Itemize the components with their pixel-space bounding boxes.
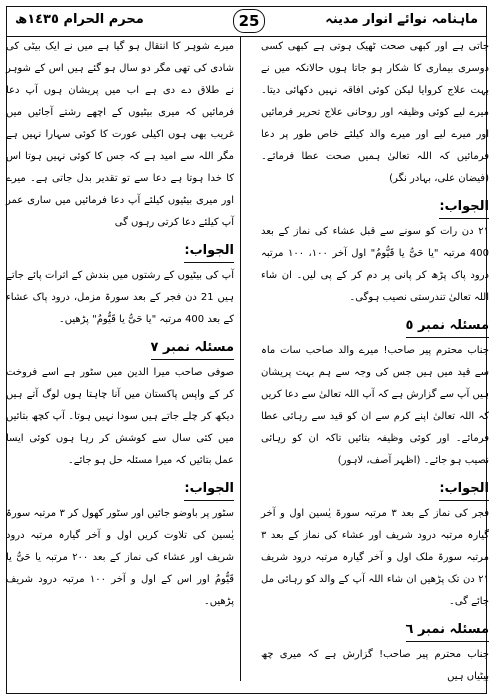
section-heading: مسئلہ نمبر ٦ bbox=[406, 619, 490, 642]
paragraph: جناب محترم پیر صاحب! گزارش ہے کہ میری چھ بیٹیاں ہیں bbox=[261, 649, 489, 682]
section-heading: مسئلہ نمبر ٧ bbox=[151, 337, 235, 360]
paragraph: سٹور پر باوضو جائیں اور سٹور کھول کر ٣ مرتبہ سورۃ یٰسین کی تلاوت کریں اول و آخر گیارہ مرتبہ درود شریف اور عشاء کی نماز کے بعد ٢٠٠ مرتبہ یا حَیُّ یا قَیُّومُ اور اس کے اول و آخر ١٠٠ مرتبہ درود شریف پڑھیں۔ bbox=[6, 508, 235, 607]
column-divider bbox=[240, 36, 241, 681]
section-heading: مسئلہ نمبر ٥ bbox=[406, 315, 490, 338]
paragraph: آپ کی بیٹیوں کے رشتوں میں بندش کے اثرات پائے جاتے ہیں 21 دن فجر کے بعد سورۃ مزمل، درود پاک عشاء کے بعد 400 مرتبہ "یا حَیُّ یا قَیُّومُ" پڑھیں۔ bbox=[6, 270, 235, 325]
paragraph: صوفی صاحب میرا الدین میں سٹور ہے اسے فروخت کر کے واپس پاکستان میں آنا چاہتا ہوں لوگ آتے ہیں دیکھ کر چلے جاتے ہیں سودا نہیں ہوتا۔ آپ کچھ بتائیں میں کئی سال سے کوشش کر رہا ہوں کوئی ایسا عمل بتائیں کہ میرا مسئلہ حل ہو جائے۔ bbox=[6, 367, 234, 466]
paragraph: جناب محترم پیر صاحب! میرے والد صاحب سات ماہ سے قید میں ہیں جس کی وجہ سے ہم بہت پریشان ہیں آپ سے گزارش ہے کہ آپ اللہ تعالیٰ سے دعا کریں کہ اللہ تعالیٰ اپنے کرم سے ان کو قید سے رہائی عطا فرمائے۔ اور کوئی وظیفہ بتائیں تاکہ ان کو رہائی نصیب ہو جائے۔ (اظہر آصف، لاہور) bbox=[261, 345, 489, 466]
paragraph: میرے شوہر کا انتقال ہو گیا ہے میں نے ایک بیٹی کی شادی کی تھی مگر دو سال ہو گئے ہیں اس کے شوہر نے طلاق دے دی ہے اب میں پریشان ہوں آپ دعا فرمائیں کہ میری بیٹیوں کے اچھے رشتے آجائیں میں غریب بھی ہوں اکیلی عورت کا کوئی سہارا نہیں ہے مگر اللہ سے امید ہے کہ جس کا کوئی نہیں ہوتا اس کا خدا ہوتا ہے دعا سے تو تقدیر بدل جاتی ہے۔ میرے اور میری بیٹیوں کیلئے آپ دعا فرمائیں میں ساری عمر آپ کیلئے دعا کرتی رہوں گی bbox=[6, 41, 234, 228]
section-heading: الجواب: bbox=[439, 478, 489, 501]
paragraph: جاتی ہے اور کبھی صحت ٹھیک ہوتی ہے کبھی کسی دوسری بیماری کا شکار ہو جاتا ہوں حالانکہ میں نے بہت علاج کروایا لیکن کوئی افاقہ نہیں دکھائی دیتا۔ میرے لیے کوئی وظیفہ اور روحانی علاج تحریر فرمائیں اور میرے لیے اور میرے والد کیلئے خاص طور پر دعا فرمائیں کہ اللہ تعالیٰ ہمیں صحت عطا فرمائے۔ (فیضان علی، بہادر نگر) bbox=[261, 41, 489, 184]
left-column bbox=[6, 36, 234, 615]
paragraph: فجر کی نماز کے بعد ٣ مرتبہ سورۃ یٰسین اول و آخر گیارہ مرتبہ درود شریف اور عشاء کی نماز کے بعد ٣ مرتبہ سورۃ ملک اول و آخر گیارہ مرتبہ درود شریف ٢١ دن تک پڑھیں ان شاء اللہ آپ کے والد کو رہائی مل جائے گی۔ bbox=[261, 508, 489, 607]
magazine-title: ماہنامہ نوائے انوار مدینہ bbox=[325, 12, 478, 27]
paragraph: ٢١ دن رات کو سونے سے قبل عشاء کی نماز کے بعد 400 مرتبہ "یا حَیُّ یا قَیُّومُ" اول آخر ١٠٠، ١٠٠ مرتبہ درود پاک پڑھ کر پانی پر دم کر کے پی لیں۔ ان شاء اللہ تعالیٰ تندرستی نصیب ہوگی۔ bbox=[261, 226, 489, 303]
page-header bbox=[7, 7, 486, 37]
section-heading: الجواب: bbox=[184, 478, 234, 501]
page-number: 25 bbox=[233, 9, 265, 33]
right-column bbox=[261, 36, 489, 690]
issue-date: محرم الحرام ١٤٣٥ھ bbox=[15, 12, 144, 27]
section-heading: الجواب: bbox=[439, 196, 489, 219]
section-heading: الجواب: bbox=[184, 240, 234, 263]
